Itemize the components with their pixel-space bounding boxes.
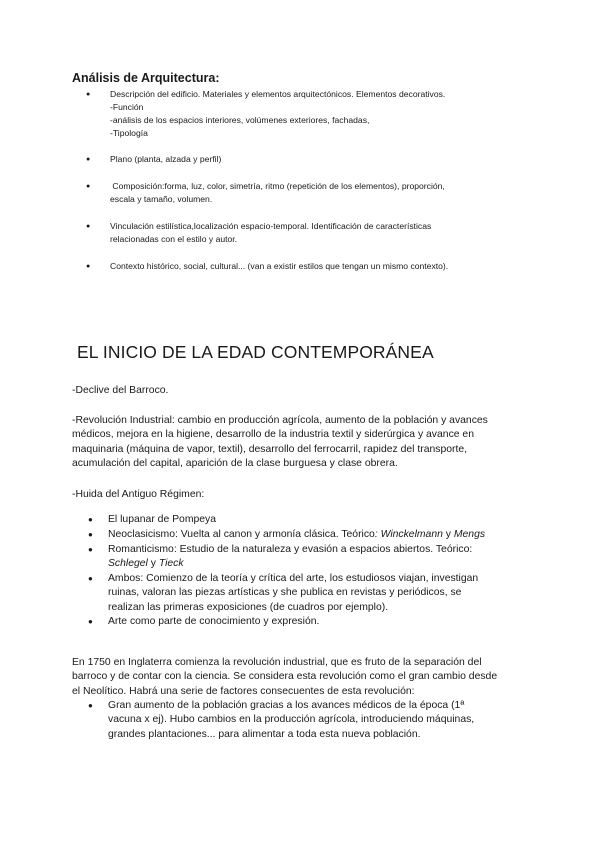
list-item-text: El lupanar de Pompeya: [108, 514, 217, 525]
list-item-text: [108, 543, 540, 572]
list-item-text: Arte como parte de conocimiento y expresión.: [108, 616, 320, 627]
revolution-paragraph: [72, 656, 540, 699]
text-line: Gran aumento de la población gracias a los avances médicos de la época (1ª: [108, 700, 465, 711]
list-item-text: [110, 180, 550, 206]
theorist-name: Schlegel: [108, 558, 148, 570]
bullet-icon: ●: [88, 515, 93, 524]
list-item-text: [110, 220, 550, 246]
bullet-icon: ●: [86, 263, 91, 270]
text-line: Ambos: Comienzo de la teoría y crítica del arte, los estudiosos viajan, investigan: [108, 573, 479, 584]
list-item-text: [110, 260, 550, 273]
text-line: acumulación del capital, aparición de la clase burguesa y clase obrera.: [72, 458, 398, 470]
text-line: ruinas, valoran las piezas artísticas y she publica en revistas y periódicos, se: [108, 587, 462, 599]
text-line: maquinaria (máquina de vapor, textil), desarrollo del ferrocarril, rapidez del transporte,: [72, 443, 468, 455]
decline-paragraph: -Declive del Barroco.: [72, 385, 169, 396]
text-line: Composición:forma, luz, color, simetría, ritmo (repetición de los elementos), proporción,: [110, 181, 445, 191]
theorist-name: : Winckelmann: [374, 529, 443, 540]
list-item-text: [110, 88, 550, 140]
text-line: el Neolítico. Habrá una serie de factores consecuentes de esta revolución:: [72, 685, 415, 697]
text-line: -Función: [110, 102, 144, 112]
text-line: realizan las primeras exposiciones (de cuadros por ejemplo).: [108, 601, 389, 613]
text-line: En 1750 en Inglaterra comienza la revolución industrial, que es fruto de la separación del: [72, 657, 482, 668]
list-item-text: [108, 699, 540, 742]
text-line: Contexto histórico, social, cultural... (van a existir estilos que tengan un mismo contexto).: [110, 261, 449, 271]
text-line: Plano (planta, alzada y perfil): [110, 154, 222, 164]
bullet-icon: ●: [86, 91, 91, 98]
text-line: escala y tamaño, volumen.: [110, 194, 213, 204]
text-line: Romanticismo: Estudio de la naturaleza y evasión a espacios abiertos. Teórico:: [108, 544, 473, 555]
text-line: -Revolución Industrial: cambio en producción agrícola, aumento de la población y avances: [72, 415, 488, 426]
text-line: grandes plantaciones... para alimentar a toda esta nueva población.: [108, 728, 421, 740]
text-line: médicos, mejora en la higiene, desarrollo de la industria textil y siderúrgica y avance en: [72, 429, 474, 441]
text-line: relacionadas con el estilo y autor.: [110, 234, 238, 244]
list-item-text: [108, 528, 540, 542]
bullet-icon: ●: [86, 183, 91, 190]
huida-paragraph: -Huida del Antiguo Régimen:: [72, 489, 205, 500]
text-run: Neoclasicismo: Vuelta al canon y armonía clásica. Teórico: [108, 529, 375, 540]
text-run: y: [442, 529, 454, 540]
text-line: Descripción del edificio. Materiales y elementos arquitectónicos. Elementos decorativos.: [110, 89, 446, 99]
text-line: [108, 557, 540, 571]
theorist-name: Mengs: [453, 529, 486, 540]
bullet-icon: ●: [88, 530, 93, 539]
analysis-title: Análisis de Arquitectura:: [72, 71, 220, 85]
text-run: y: [147, 558, 159, 570]
bullet-icon: ●: [88, 617, 93, 626]
list-item-text: [108, 572, 540, 615]
text-line: vacuna x ej). Hubo cambios en la producción agrícola, introduciendo máquinas,: [108, 714, 475, 726]
text-line: barroco y de contar con la ciencia. Se considera esta revolución como el gran cambio desde: [72, 671, 498, 683]
section-heading: EL INICIO DE LA EDAD CONTEMPORÁNEA: [77, 342, 434, 362]
bullet-icon: ●: [88, 701, 93, 710]
theorist-name: Tieck: [158, 558, 184, 570]
text-line: Vinculación estilística,localización espacio-temporal. Identificación de características: [110, 221, 432, 231]
bullet-icon: ●: [88, 545, 93, 554]
text-line: -Tipología: [110, 128, 148, 138]
list-item-text: [110, 153, 550, 166]
bullet-icon: ●: [88, 574, 93, 583]
text-line: -análisis de los espacios interiores, volúmenes exteriores, fachadas,: [110, 115, 370, 125]
industrial-paragraph: [72, 414, 540, 472]
bullet-icon: ●: [86, 223, 91, 230]
bullet-icon: ●: [86, 156, 91, 163]
